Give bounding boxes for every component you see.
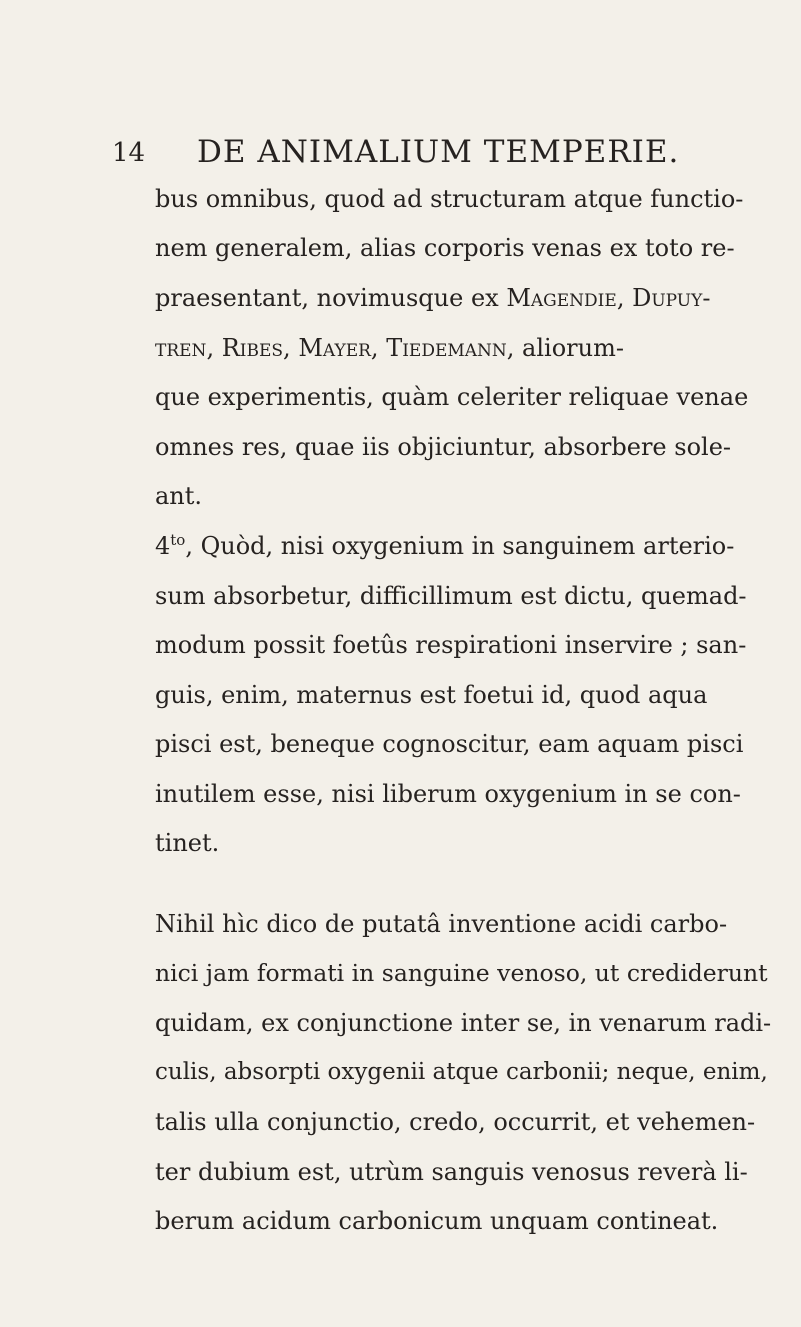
- author-name: tren: [155, 334, 207, 362]
- text-line: berum acidum carbonicum unquam contineat.: [155, 1207, 719, 1235]
- text-span: , aliorum-: [506, 334, 624, 362]
- text-span: ,: [370, 334, 387, 362]
- author-name: Mayer: [298, 334, 371, 362]
- author-name: Magendie: [506, 284, 617, 312]
- text-line: ter dubium est, utrùm sanguis venosus reverà li-: [155, 1158, 748, 1186]
- text-span: , Quòd, nisi oxygenium in sanguinem arterio-: [185, 532, 735, 560]
- page-number: 14: [112, 138, 146, 168]
- text-line: ant.: [155, 482, 203, 510]
- text-line: Nihil hìc dico de putatâ inventione acidi carbo-: [155, 910, 728, 938]
- text-line: quidam, ex conjunctione inter se, in venarum radi-: [155, 1009, 772, 1037]
- text-line: [155, 286, 710, 310]
- running-head: DE ANIMALIUM TEMPERIE.: [197, 134, 680, 170]
- text-line: bus omnibus, quod ad structuram atque functio-: [155, 185, 744, 213]
- text-span: praesentant, novimusque ex: [155, 284, 507, 312]
- text-line: inutilem esse, nisi liberum oxygenium in se con-: [155, 780, 741, 808]
- author-name: Ribes: [221, 334, 284, 362]
- text-span: ,: [283, 334, 299, 362]
- text-line: [155, 336, 624, 360]
- text-line: nem generalem, alias corporis venas ex toto re-: [155, 234, 735, 262]
- text-line: omnes res, quae iis objiciuntur, absorbere sole-: [155, 433, 732, 461]
- text-line: tinet.: [155, 829, 220, 857]
- text-line: [155, 531, 735, 560]
- author-name: Dupuy-: [632, 284, 711, 312]
- text-line: nici jam formati in sanguine venoso, ut crediderunt: [155, 959, 768, 987]
- author-name: Tiedemann: [386, 334, 507, 362]
- ordinal-suffix: to: [170, 531, 186, 549]
- text-line: modum possit foetûs respirationi inservire ; san-: [155, 631, 747, 659]
- item-number: 4: [155, 532, 171, 560]
- text-line: culis, absorpti oxygenii atque carbonii; neque, enim,: [155, 1059, 768, 1085]
- text-line: sum absorbetur, difficillimum est dictu, quemad-: [155, 582, 747, 610]
- text-line: pisci est, beneque cognoscitur, eam aquam pisci: [155, 730, 744, 758]
- text-line: guis, enim, maternus est foetui id, quod aqua: [155, 681, 708, 709]
- text-line: que experimentis, quàm celeriter reliquae venae: [155, 383, 749, 411]
- text-span: ,: [616, 284, 633, 312]
- text-line: talis ulla conjunctio, credo, occurrit, et vehemen-: [155, 1108, 756, 1136]
- text-span: ,: [206, 334, 222, 362]
